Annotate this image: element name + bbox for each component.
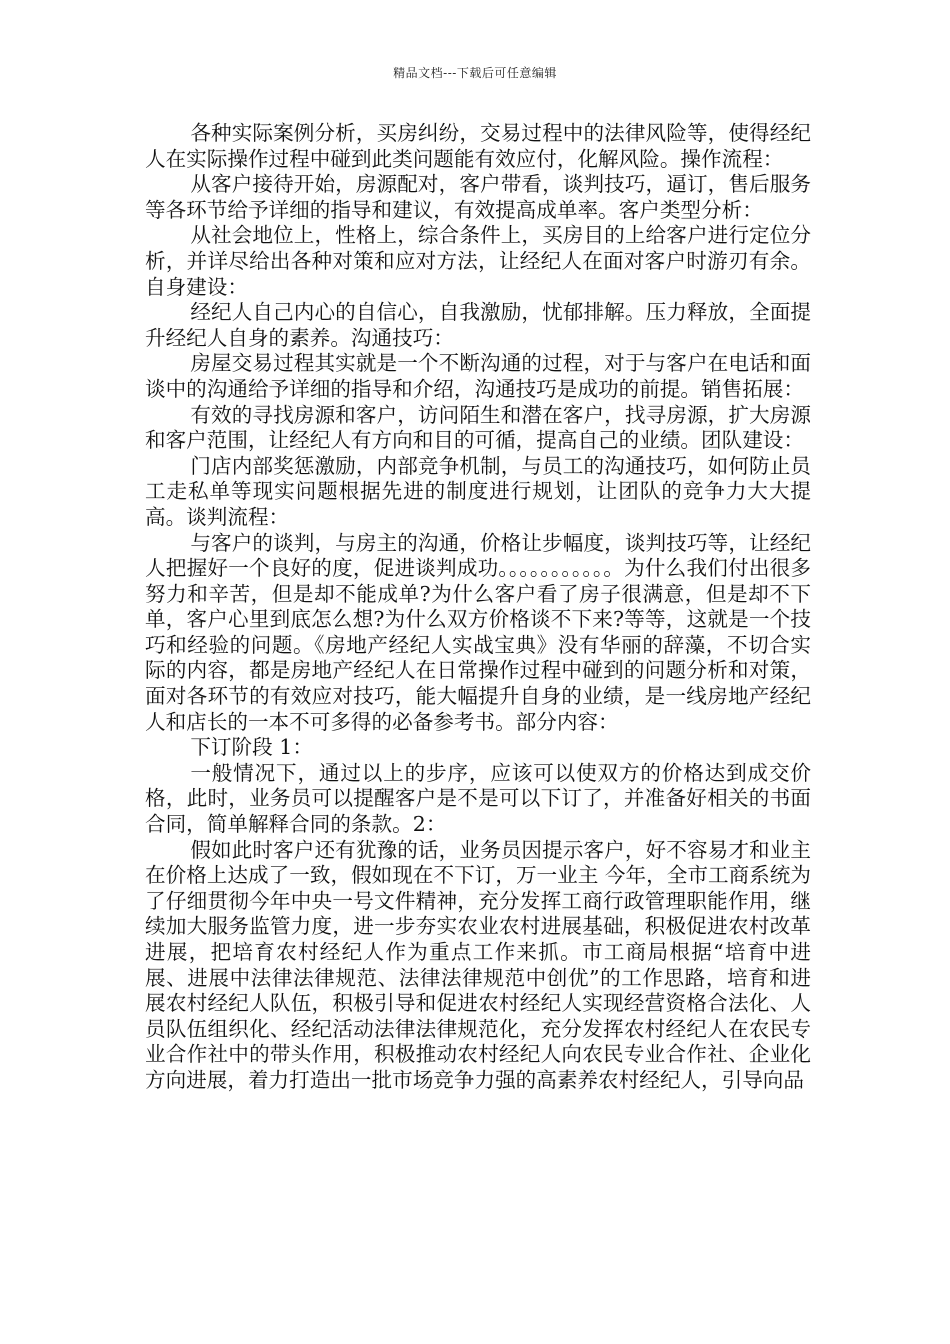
paragraph: 下订阶段 1：	[190, 735, 313, 760]
paragraph: 有效的寻找房源和客户，访问陌生和潜在客户，找寻房源，扩大房源和客户范围，让经纪人有方向和目的可循，提高自己的业绩。团队建设：	[145, 402, 811, 453]
paragraph: 从社会地位上，性格上，综合条件上，买房目的上给客户进行定位分析，并详尽给出各种对策和应对方法，让经纪人在面对客户时游刃有余。自身建设：	[145, 223, 811, 299]
paragraph: 一般情况下，通过以上的步序，应该可以使双方的价格达到成交价格，此时，业务员可以提醒客户是不是可以下订了，并准备好相关的书面合同，简单解释合同的条款。2：	[145, 760, 811, 837]
paragraph: 假如此时客户还有犹豫的话，业务员因提示客户，好不容易才和业主在价格上达成了一致，假如现在不下订，万一业主 今年，全市工商系统为了仔细贯彻今年中央一号文件精神，充分发挥工商行政管理职能作用，继续加大服务监管力度，进一步夯实农业农村进展基础，积极促进农村改革进展，把培育农村经纪人作为重点工作来抓。市工商局根据“培育中进展、进展中法律法律规范、法律法律规范中创优”的工作思路，培育和进展农村经纪人队伍，积极引导和促进农村经纪人实现经营资格合法化、人员队伍组织化、经纪活动法律法律规范化，充分发挥农村经纪人在农民专业合作社中的带头作用，积极推动农村经纪人向农民专业合作社、企业化方向进展，着力打造出一批市场竞争力强的高素养农村经纪人，引导向品	[145, 837, 811, 1092]
document-body	[145, 121, 811, 1094]
paragraph: 各种实际案例分析，买房纠纷，交易过程中的法律风险等，使得经纪人在实际操作过程中碰到此类问题能有效应付，化解风险。操作流程：	[145, 121, 811, 171]
page-header: 精品文档---下载后可任意编辑	[393, 66, 557, 80]
paragraph: 与客户的谈判，与房主的沟通，价格让步幅度，谈判技巧等，让经纪人把握好一个良好的度，促进谈判成功。。。。。。。。。。。为什么我们付出很多努力和辛苦，但是却不能成单?为什么客户看了房子很满意，但是却不下单，客户心里到底怎么想?为什么双方价格谈不下来?等等，这就是一个技巧和经验的问题。《房地产经纪人实战宝典》没有华丽的辞藻，不切合实际的内容，都是房地产经纪人在日常操作过程中碰到的问题分析和对策，面对各环节的有效应对技巧，能大幅提升自身的业绩，是一线房地产经纪人和店长的一本不可多得的必备参考书。部分内容：	[145, 530, 811, 734]
paragraph: 从客户接待开始，房源配对，客户带看，谈判技巧，逼订，售后服务等各环节给予详细的指导和建议，有效提高成单率。客户类型分析：	[145, 172, 811, 222]
paragraph: 房屋交易过程其实就是一个不断沟通的过程，对于与客户在电话和面谈中的沟通给予详细的指导和介绍，沟通技巧是成功的前提。销售拓展：	[145, 351, 811, 401]
paragraph: 经纪人自己内心的自信心，自我激励，忧郁排解。压力释放，全面提升经纪人自身的素养。沟通技巧：	[145, 300, 811, 350]
paragraph: 门店内部奖惩激励，内部竞争机制，与员工的沟通技巧，如何防止员工走私单等现实问题根据先进的制度进行规划，让团队的竞争力大大提高。谈判流程：	[145, 453, 811, 529]
